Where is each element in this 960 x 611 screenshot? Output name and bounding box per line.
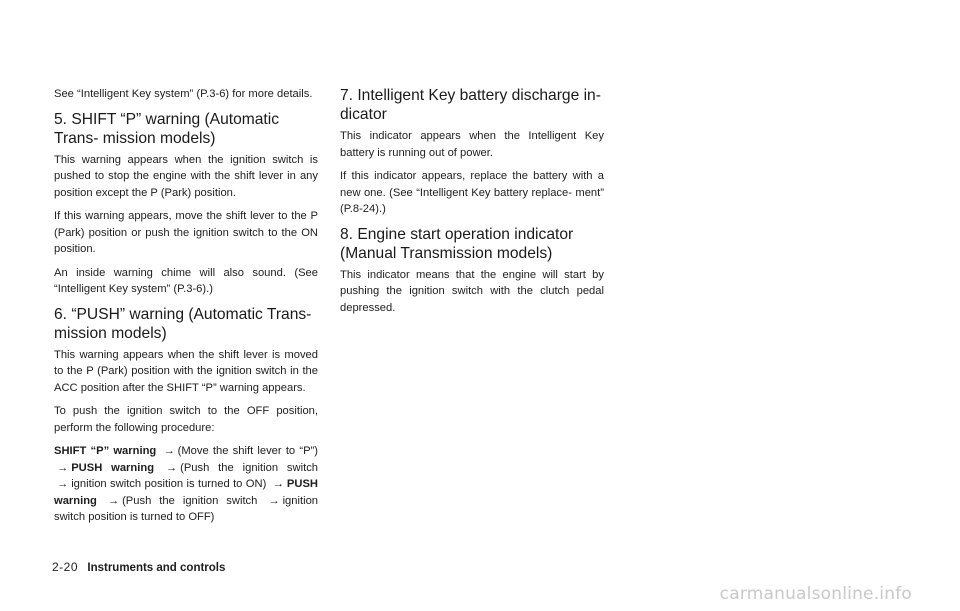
procedure-step-3: ignition switch position is turned to ON) [71, 478, 267, 490]
heading-battery-indicator: 7. Intelligent Key battery discharge in- dicator [340, 87, 601, 123]
page-footer [52, 559, 225, 576]
procedure-paragraph [54, 443, 318, 526]
paragraph-shift-p-2: If this warning appears, move the shift lever to the P (Park) position or push the ignition switch to the ON position. [54, 210, 318, 255]
paragraph-push-2: To push the ignition switch to the OFF position, perform the following procedure: [54, 405, 318, 434]
right-column [340, 86, 604, 323]
heading-engine-start-indicator: 8. Engine start operation indicator (Manual Transmission models) [340, 225, 574, 262]
procedure-shift-p-warning: SHIFT “P” warning [54, 445, 157, 457]
arrow-icon: → [107, 494, 120, 507]
paragraph-engine-start: This indicator means that the engine will start by pushing the ignition switch with the clutch pedal depressed. [340, 268, 604, 314]
section-title: Instruments and controls [87, 562, 226, 574]
procedure-push-warning-2: PUSH warning [54, 478, 318, 507]
procedure-step-5: ignition switch position is turned to OFF) [54, 494, 319, 523]
paragraph-push-1: This warning appears when the shift lever is moved to the P (Park) position with the ignition switch in the ACC position after the SHIFT “P” warning appears. [54, 348, 318, 394]
procedure-step-2: (Push the ignition switch [180, 461, 319, 474]
paragraph-battery-2: If this indicator appears, replace the battery with a new one. (See “Intelligent Key battery replace- ment” (P.8-24).) [340, 170, 604, 215]
procedure-step-4: (Push the ignition switch [122, 494, 258, 507]
heading-push-warning: 6. “PUSH” warning (Automatic Trans- mission models) [54, 305, 312, 342]
watermark-text: carmanualsonline.info [719, 584, 912, 604]
left-column [54, 86, 318, 533]
arrow-icon: → [57, 461, 69, 474]
paragraph-shift-p-3: An inside warning chime will also sound. (See “Intelligent Key system” (P.3-6).) [54, 266, 318, 295]
paragraph-shift-p-1: This warning appears when the ignition switch is pushed to stop the engine with the shift lever in any position except the P (Park) position. [54, 153, 318, 199]
intro-paragraph: See “Intelligent Key system” (P.3-6) for more details. [54, 88, 313, 100]
arrow-icon: → [165, 461, 178, 474]
paragraph-battery-1: This indicator appears when the Intelligent Key battery is running out of power. [340, 130, 604, 159]
procedure-push-warning-1: PUSH warning [71, 461, 155, 474]
arrow-icon: → [163, 445, 175, 457]
arrow-icon: → [272, 478, 284, 490]
arrow-icon: → [268, 494, 280, 507]
arrow-icon: → [57, 478, 69, 490]
page-number: 2-20 [52, 560, 79, 574]
heading-shift-p-warning: 5. SHIFT “P” warning (Automatic Trans- mission models) [54, 110, 280, 147]
procedure-step-1: (Move the shift lever to “P”) [177, 445, 318, 457]
